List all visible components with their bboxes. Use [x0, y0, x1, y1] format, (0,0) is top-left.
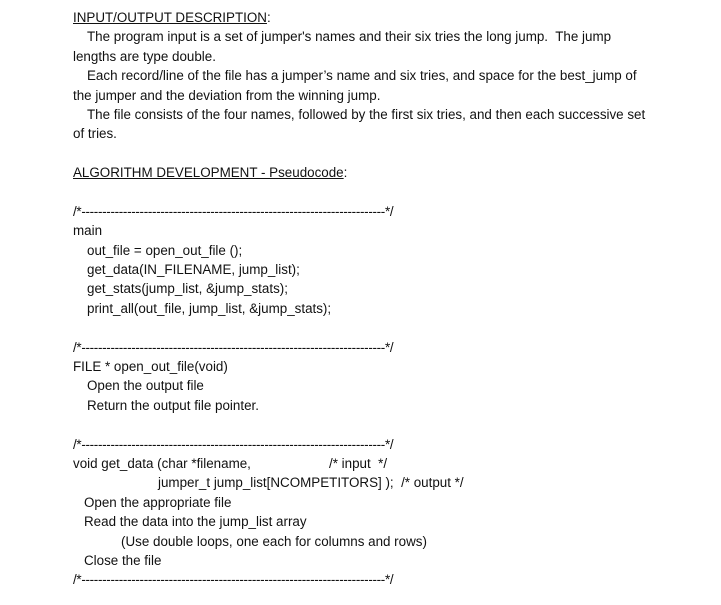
io-heading: INPUT/OUTPUT DESCRIPTION [73, 10, 267, 25]
main-line-2: get_data(IN_FILENAME, jump_list); [87, 262, 300, 278]
io-paragraph-3-line-2: of tries. [73, 126, 117, 142]
spacer [73, 415, 703, 434]
separator-text: /*-------------------------------------------------------------------------*/ [73, 436, 394, 452]
open-out-file-line-2: Return the output file pointer. [87, 397, 259, 413]
get-data-signature-line-1: void get_data (char *filename, /* input */ [73, 455, 388, 471]
separator-comment [73, 338, 703, 357]
separator-text: /*-------------------------------------------------------------------------*/ [73, 203, 394, 219]
get-data-close: Close the file [84, 552, 162, 568]
main-line-4: print_all(out_file, jump_list, &jump_stats); [87, 300, 332, 316]
spacer [73, 144, 703, 163]
open-out-file-line-1: Open the output file [87, 378, 204, 394]
separator-comment [73, 435, 703, 454]
separator-text: /*-------------------------------------------------------------------------*/ [73, 339, 394, 355]
separator-text: /*-------------------------------------------------------------------------*/ [73, 572, 394, 588]
get-data-note: (Use double loops, one each for columns and rows) [121, 533, 427, 549]
io-paragraph-2-line-2: the jumper and the deviation from the winning jump. [73, 87, 381, 103]
io-paragraph-1-line-1: The program input is a set of jumper's names and their six tries the long jump. The jump [87, 29, 612, 45]
main-title: main [73, 223, 103, 239]
get-data-line-2: Read the data into the jump_list array [84, 514, 307, 530]
io-paragraph-2-line-1: Each record/line of the file has a jumper’s name and six tries, and space for the best_jump of [87, 68, 637, 84]
algo-heading-colon: : [343, 165, 348, 181]
io-heading-line [73, 8, 703, 27]
main-line-1: out_file = open_out_file (); [87, 242, 243, 258]
separator-comment [73, 570, 703, 589]
get-data-line-1: Open the appropriate file [84, 494, 232, 510]
io-heading-colon: : [266, 10, 271, 25]
algo-heading: ALGORITHM DEVELOPMENT - Pseudocode [73, 165, 344, 181]
get-data-signature-line-2: jumper_t jump_list[NCOMPETITORS] ); /* output */ [158, 475, 464, 491]
spacer [73, 183, 703, 202]
spacer [73, 318, 703, 337]
document-body [73, 8, 703, 590]
open-out-file-title: FILE * open_out_file(void) [73, 359, 228, 375]
io-paragraph-1-line-2: lengths are type double. [73, 48, 216, 64]
algo-heading-line [73, 163, 703, 182]
main-line-3: get_stats(jump_list, &jump_stats); [87, 281, 288, 297]
separator-comment [73, 202, 703, 221]
io-paragraph-3-line-1: The file consists of the four names, followed by the first six tries, and then each successive set [87, 106, 646, 122]
